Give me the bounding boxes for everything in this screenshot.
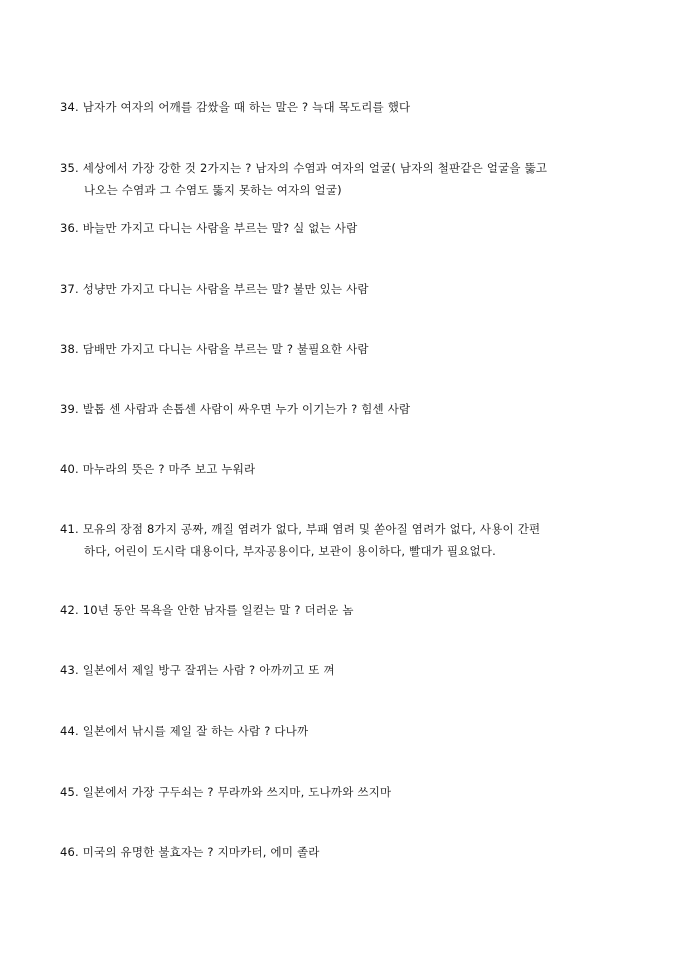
list-item xyxy=(60,659,640,681)
item-text: 발톱 센 사람과 손톱센 사람이 싸우면 누가 이기는가 ? 힘센 사람 xyxy=(82,402,411,416)
item-number: 44. xyxy=(60,724,79,738)
list-item xyxy=(60,338,640,360)
item-line xyxy=(60,659,640,681)
item-line xyxy=(60,518,640,540)
list-item xyxy=(60,278,640,300)
item-line xyxy=(60,841,640,863)
item-number: 38. xyxy=(60,342,79,356)
item-number: 41. xyxy=(60,522,79,536)
item-number: 43. xyxy=(60,663,79,677)
item-line xyxy=(60,278,640,300)
item-text: 일본에서 제일 방구 잘뀌는 사람 ? 아까끼고 또 껴 xyxy=(82,663,335,677)
list-item xyxy=(60,96,640,118)
item-line xyxy=(60,720,640,742)
item-text: 10년 동안 목욕을 안한 남자를 일컫는 말 ? 더러운 놈 xyxy=(82,603,354,617)
item-number: 35. xyxy=(60,161,79,175)
item-text: 바늘만 가지고 다니는 사람을 부르는 말? 실 없는 사람 xyxy=(82,221,358,235)
item-line xyxy=(60,157,640,179)
item-line xyxy=(60,458,640,480)
item-number: 46. xyxy=(60,845,79,859)
item-line xyxy=(60,217,640,239)
list-item xyxy=(60,599,640,621)
item-line xyxy=(60,338,640,360)
item-number: 40. xyxy=(60,462,79,476)
item-text: 남자가 여자의 어깨를 감쌌을 때 하는 말은 ? 늑대 목도리를 했다 xyxy=(82,100,411,114)
item-text: 담배만 가지고 다니는 사람을 부르는 말 ? 불필요한 사람 xyxy=(82,342,369,356)
list-item xyxy=(60,157,640,201)
item-number: 45. xyxy=(60,785,79,799)
list-item xyxy=(60,720,640,742)
item-number: 39. xyxy=(60,402,79,416)
list-item xyxy=(60,217,640,239)
item-text: 일본에서 낚시를 제일 잘 하는 사람 ? 다나까 xyxy=(82,724,309,738)
item-line xyxy=(60,599,640,621)
item-text: 일본에서 가장 구두쇠는 ? 무라까와 쓰지마, 도나까와 쓰지마 xyxy=(82,785,392,799)
item-line-continuation: 나오는 수염과 그 수염도 뚫지 못하는 여자의 얼굴) xyxy=(84,183,342,197)
item-line-continuation: 하다, 어린이 도시락 대용이다, 부자공용이다, 보관이 용이하다, 빨대가 필요없다. xyxy=(84,544,497,558)
item-number: 37. xyxy=(60,282,79,296)
list-item xyxy=(60,398,640,420)
list-item xyxy=(60,781,640,803)
item-line xyxy=(60,398,640,420)
item-line xyxy=(60,96,640,118)
item-text: 세상에서 가장 강한 것 2가지는 ? 남자의 수염과 여자의 얼굴( 남자의 철판같은 얼굴을 뚫고 xyxy=(82,161,548,175)
item-line xyxy=(60,781,640,803)
list-item xyxy=(60,841,640,863)
item-number: 36. xyxy=(60,221,79,235)
item-number: 42. xyxy=(60,603,79,617)
item-text: 모유의 장점 8가지 공짜, 깨질 염려가 없다, 부패 염려 및 쏟아질 염려가 없다, 사용이 간편 xyxy=(82,522,541,536)
list-item xyxy=(60,458,640,480)
item-text: 마누라의 뜻은 ? 마주 보고 누워라 xyxy=(82,462,256,476)
item-text: 성냥만 가지고 다니는 사람을 부르는 말? 불만 있는 사람 xyxy=(82,282,369,296)
item-text: 미국의 유명한 불효자는 ? 지마카터, 에미 졸라 xyxy=(82,845,320,859)
list-item xyxy=(60,518,640,562)
item-number: 34. xyxy=(60,100,79,114)
